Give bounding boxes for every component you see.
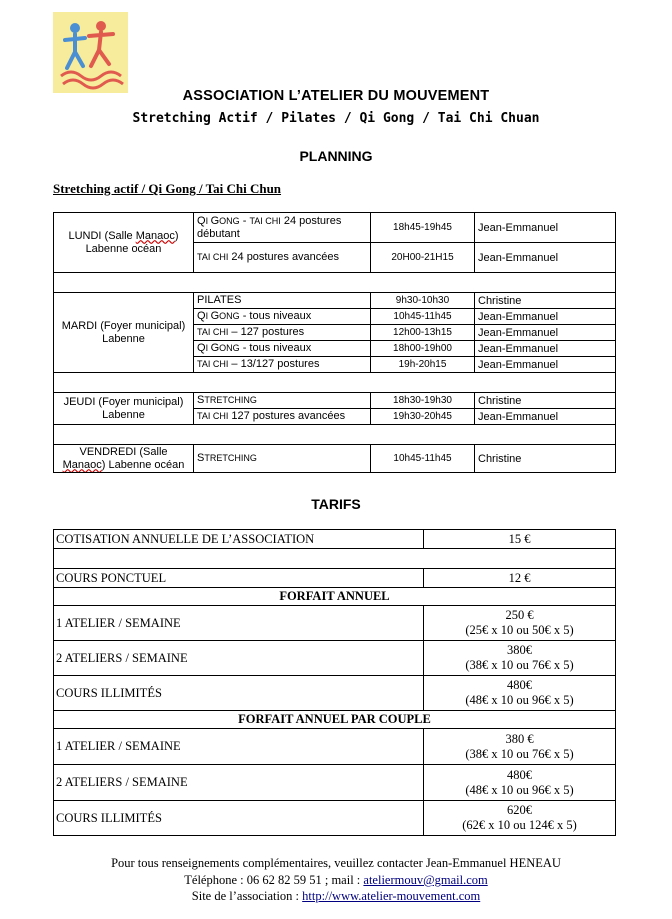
tarif-price: 380 € (38€ x 10 ou 76€ x 5) [424, 729, 616, 765]
day-cell-monday: LUNDI (Salle Manaoc) Labenne océan [54, 213, 194, 273]
email-link[interactable]: ateliermouv@gmail.com [363, 873, 488, 887]
teacher-cell: Jean-Emmanuel [475, 341, 616, 357]
activity-cell: TAI CHI 127 postures avancées [194, 409, 371, 425]
forfait-annuel-heading: FORFAIT ANNUEL [54, 588, 616, 606]
teacher-cell: Christine [475, 445, 616, 473]
activity-cell: QI GONG - tous niveaux [194, 309, 371, 325]
tarif-label: COURS ILLIMITÉS [54, 801, 424, 836]
time-cell: 18h45-19h45 [371, 213, 475, 243]
activity-cell: STRETCHING [194, 445, 371, 473]
tarif-label: 2 ATELIERS / SEMAINE [54, 765, 424, 801]
tarif-label: 1 ATELIER / SEMAINE [54, 606, 424, 641]
spacer-row [54, 425, 616, 445]
tarifs-table [53, 529, 616, 836]
time-cell: 19h30-20h45 [371, 409, 475, 425]
tarif-price: 15 € [424, 530, 616, 549]
schedule-section-title: Stretching actif / Qi Gong / Tai Chi Chun [53, 181, 282, 196]
time-cell: 10h45-11h45 [371, 309, 475, 325]
disciplines-subtitle: Stretching Actif / Pilates / Qi Gong / Tai Chi Chuan [132, 111, 540, 126]
tarif-label: 1 ATELIER / SEMAINE [54, 729, 424, 765]
tarifs-heading: TARIFS [311, 496, 361, 512]
spacer-row [54, 549, 616, 569]
activity-cell: TAI CHI – 127 postures [194, 325, 371, 341]
tarif-row [54, 641, 616, 676]
time-cell: 9h30-10h30 [371, 293, 475, 309]
site-line: Site de l’association : http://www.atelier-mouvement.com [191, 889, 481, 903]
activity-cell: STRETCHING [194, 393, 371, 409]
phone-mail-line: Téléphone : 06 62 82 59 51 ; mail : ateliermouv@gmail.com [184, 873, 488, 887]
spacer-row [54, 373, 616, 393]
tarif-label: COURS PONCTUEL [54, 569, 424, 588]
tarif-row [54, 801, 616, 836]
time-cell: 12h00-13h15 [371, 325, 475, 341]
association-title: ASSOCIATION L’ATELIER DU MOUVEMENT [182, 88, 490, 104]
activity-cell: QI GONG - TAI CHI 24 postures débutant [194, 213, 371, 243]
planning-heading: PLANNING [299, 148, 373, 164]
day-cell-thursday: JEUDI (Foyer municipal) Labenne [54, 393, 194, 425]
teacher-cell: Jean-Emmanuel [475, 325, 616, 341]
section-row [54, 588, 616, 606]
tarif-price: 480€ (48€ x 10 ou 96€ x 5) [424, 765, 616, 801]
activity-cell: TAI CHI 24 postures avancées [194, 243, 371, 273]
teacher-cell: Jean-Emmanuel [475, 309, 616, 325]
schedule-row [54, 445, 616, 473]
teacher-cell: Jean-Emmanuel [475, 357, 616, 373]
contact-line: Pour tous renseignements complémentaires, veuillez contacter Jean-Emmanuel HENEAU [111, 856, 561, 870]
activity-cell: QI GONG - tous niveaux [194, 341, 371, 357]
tarif-label: COURS ILLIMITÉS [54, 676, 424, 711]
section-row [54, 711, 616, 729]
tarif-row [54, 765, 616, 801]
website-link[interactable]: http://www.atelier-mouvement.com [302, 889, 481, 903]
teacher-cell: Jean-Emmanuel [475, 243, 616, 273]
teacher-cell: Jean-Emmanuel [475, 213, 616, 243]
tarif-row [54, 676, 616, 711]
time-cell: 10h45-11h45 [371, 445, 475, 473]
teacher-cell: Christine [475, 393, 616, 409]
tarif-price: 620€ (62€ x 10 ou 124€ x 5) [424, 801, 616, 836]
tarif-price: 480€ (48€ x 10 ou 96€ x 5) [424, 676, 616, 711]
tarif-row [54, 606, 616, 641]
tarif-price: 380€ (38€ x 10 ou 76€ x 5) [424, 641, 616, 676]
schedule-row [54, 213, 616, 243]
teacher-cell: Jean-Emmanuel [475, 409, 616, 425]
tarif-label: 2 ATELIERS / SEMAINE [54, 641, 424, 676]
activity-cell: PILATES [194, 293, 371, 309]
tarif-row [54, 530, 616, 549]
activity-cell: TAI CHI – 13/127 postures [194, 357, 371, 373]
day-cell-tuesday: MARDI (Foyer municipal) Labenne [54, 293, 194, 373]
forfait-couple-heading: FORFAIT ANNUEL PAR COUPLE [54, 711, 616, 729]
association-logo [53, 12, 128, 93]
tarif-row [54, 569, 616, 588]
schedule-table [53, 212, 616, 473]
time-cell: 18h30-19h30 [371, 393, 475, 409]
time-cell: 19h-20h15 [371, 357, 475, 373]
schedule-row [54, 393, 616, 409]
day-cell-friday: VENDREDI (Salle Manaoc) Labenne océan [54, 445, 194, 473]
schedule-row [54, 293, 616, 309]
tarif-price: 250 € (25€ x 10 ou 50€ x 5) [424, 606, 616, 641]
time-cell: 18h00-19h00 [371, 341, 475, 357]
tarif-row [54, 729, 616, 765]
teacher-cell: Christine [475, 293, 616, 309]
tarif-price: 12 € [424, 569, 616, 588]
time-cell: 20H00-21H15 [371, 243, 475, 273]
spacer-row [54, 273, 616, 293]
tarif-label: COTISATION ANNUELLE DE L’ASSOCIATION [54, 530, 424, 549]
